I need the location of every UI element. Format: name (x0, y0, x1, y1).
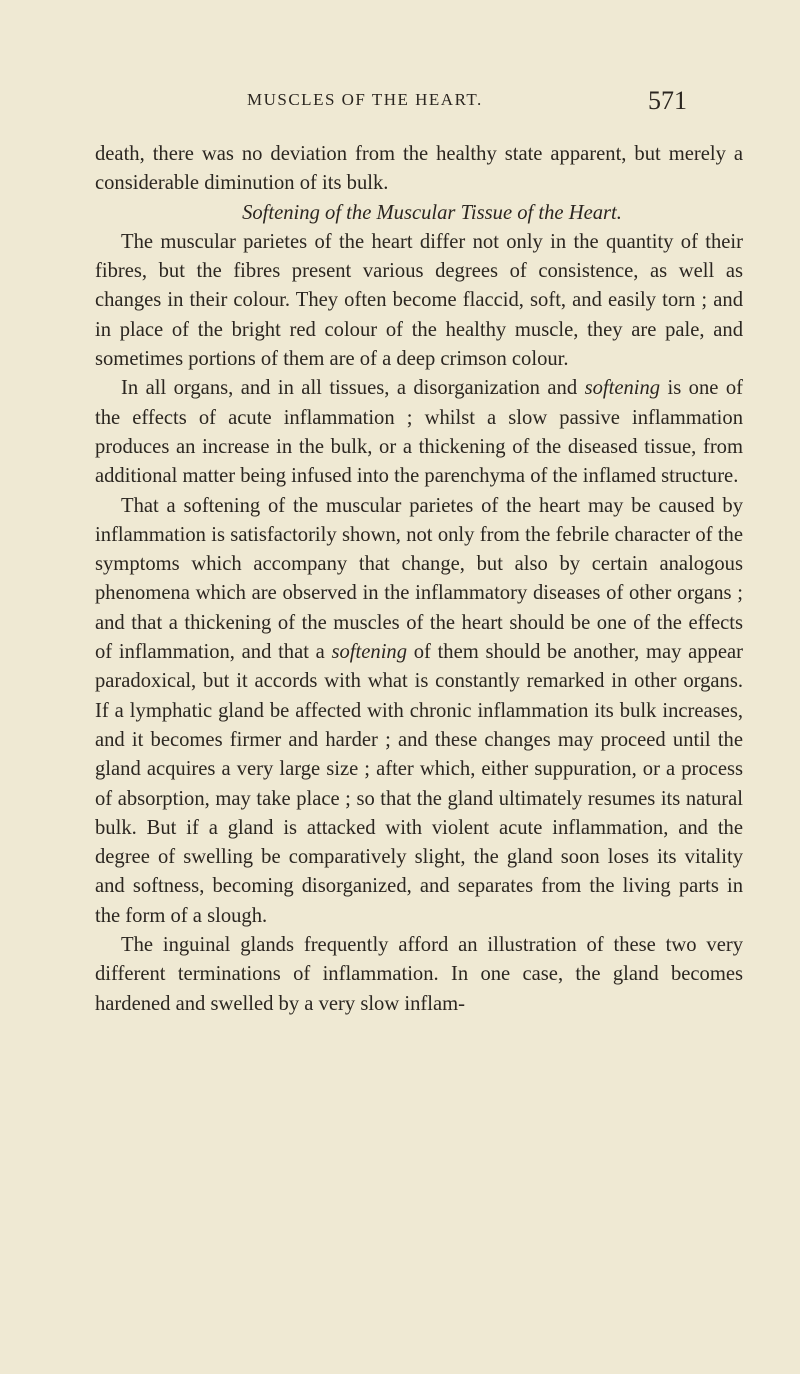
running-head (0, 88, 800, 118)
intro-paragraph: death, there was no deviation from the healthy state apparent, but merely a considerable diminution of its bulk. (95, 143, 743, 195)
paragraph-1: The muscular parietes of the heart differ not only in the quantity of their fibres, but the fibres present various degrees of consistence, as well as changes in their colour. They often become flaccid, soft, and easily torn ; and in place of the bright red colour of the healthy muscle, they are pale, and sometimes portions of them are of a deep crimson colour. (95, 230, 743, 371)
paragraph-3 (95, 492, 743, 931)
section-heading: Softening of the Muscular Tissue of the Heart. (242, 201, 622, 224)
paragraph-2 (95, 374, 743, 491)
paragraph-3-text-b: of them should be another, may appear paradoxical, but it accords with what is constantly remarked in other organs. If a lymphatic gland be affected with chronic inflammation its bulk increases, and it becomes firmer and harder ; and these changes may proceed until the gland acquires a very large size ; after which, either suppuration, or a process of absorption, may take place ; so that the gland ultimately resumes its natural bulk. But if a gland is attacked with violent acute inflammation, and the degree of swelling be comparatively slight, the gland soon loses its vitality and softness, becoming disorganized, and separates from the living parts in the form of a slough. (95, 641, 743, 927)
paragraph-3-emphasis: softening (331, 641, 408, 664)
body-text (95, 140, 743, 1019)
paragraph-2-text-b: is one of the effects of acute inflammation ; whilst a slow passive inflammation produces an increase in the bulk, or a thickening of the diseased tissue, from additional matter being infused into the parenchyma of the inflamed structure. (95, 377, 744, 488)
paragraph-4: The inguinal glands frequently afford an illustration of these two very different terminations of inflammation. In one case, the gland becomes hardened and swelled by a very slow inflam- (95, 934, 743, 1015)
paragraph-2-text-a: In all organs, and in all tissues, a disorganization and (121, 377, 585, 400)
paragraph-3-text-a: That a softening of the muscular parietes of the heart may be caused by inflammation is satisfactorily shown, not only from the febrile character of the symptoms which accompany that change, but also by certain analogous phenomena which are observed in the inflammatory diseases of other organs ; and that a thickening of the muscles of the heart should be one of the effects of inflammation, and that a (95, 494, 743, 664)
page-number: 571 (648, 86, 687, 115)
running-title: MUSCLES OF THE HEART. (247, 90, 483, 109)
paragraph-2-emphasis: softening (584, 377, 661, 400)
